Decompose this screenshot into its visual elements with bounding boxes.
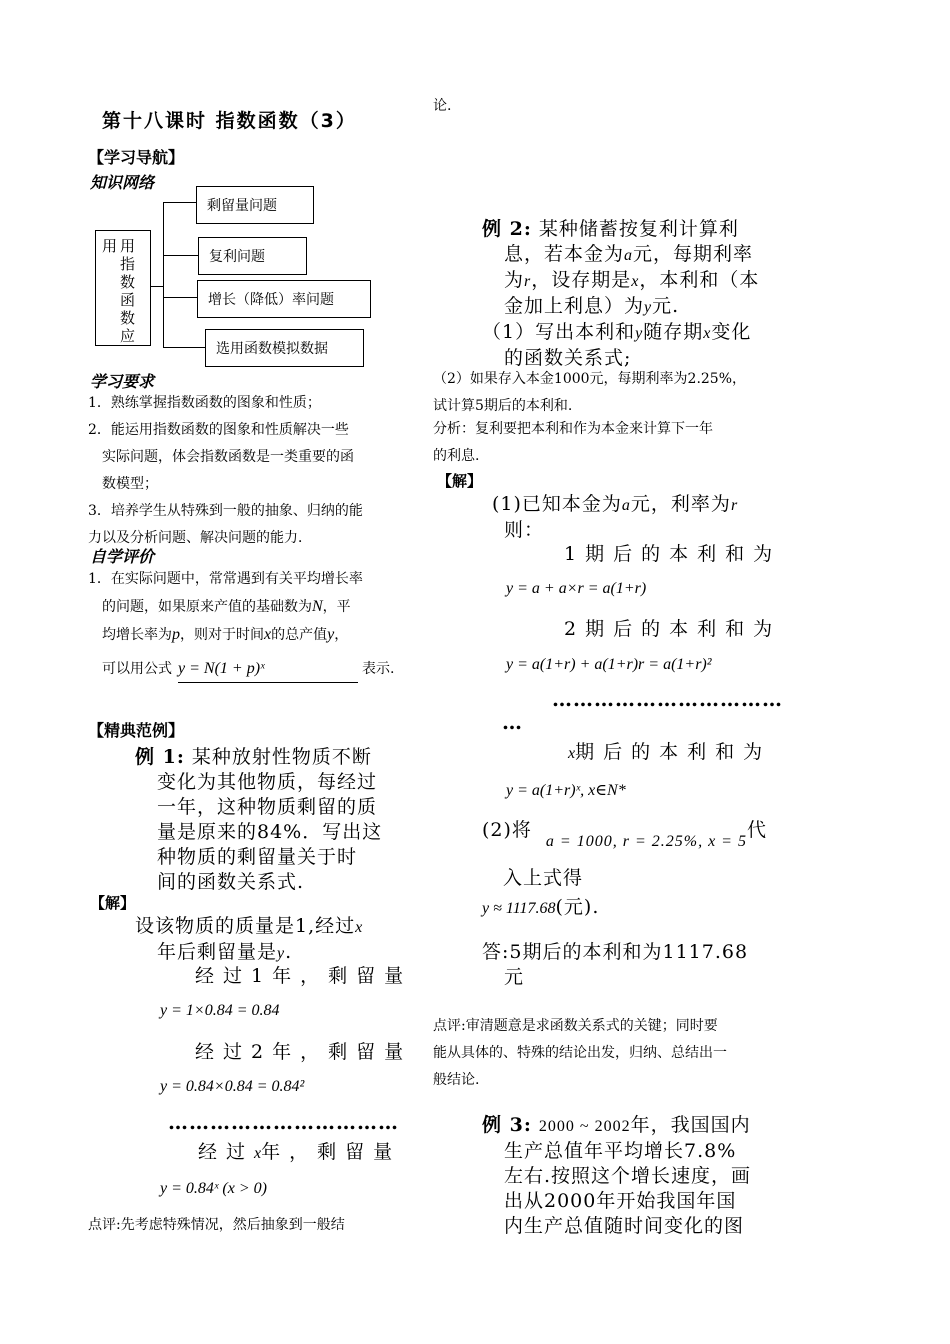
branch-box-3: 增长（降低）率问题 [197,280,371,318]
branch-box-4: 选用函数模拟数据 [205,329,364,367]
ex1-comment: 点评:先考虑特殊情况，然后抽象到一般结 [88,1217,345,1233]
ex1-label: 例 1: [135,746,185,768]
branch-box-1: 剩留量问题 [196,186,314,224]
ex3-statement: 例 3: 2000 ~ 2002年，我国国内 生产总值年平均增长7.8% 左右.按照这个增长速度，画 出从2000年开始我国年国 内生产总值随时间变化的图 [482,1114,752,1237]
ex1-comment-cont: 论. [433,98,452,114]
ex2-answer: 答:5期后的本利和为1117.68 元 [482,941,749,988]
root-text: 用指数函数应 [120,237,136,345]
ex1-eq1: y = 1×0.84 = 0.84 [160,1002,280,1019]
ex1-eq2: y = 0.84×0.84 = 0.84² [160,1078,305,1095]
nav-header: 【学习导航】 [88,148,185,167]
req-line: 力以及分析问题、解决问题的能力． [88,530,312,546]
self-eval-label: 自学评价 [90,547,155,566]
self-eval-line: 1．在实际问题中，常常遇到有关平均增长率 [88,571,363,587]
ex1-solution-label: 【解】 [90,894,136,912]
ex2-p2: 2期后的本利和为 [564,618,782,640]
ex2-s2: (2)将$_{a = 1000, r = 2.25\%, x = 5}$代 [482,819,767,850]
self-eval-text [88,566,418,683]
ex2-result: y ≈ 1117.68(元). [482,896,600,918]
ex1-dots: …………………………… [168,1110,399,1134]
ex1-solution: 设该物质的质量是1,经过x 年后剩留量是y. [135,915,364,963]
knowledge-label: 知识网络 [90,173,155,192]
ex2-p3: x期后的本利和为 [568,741,772,763]
ex2-analysis: 分析：复利要把本利和作为本金来计算下一年 的利息. [433,421,713,464]
ex1-eq3: y = 0.84ˣ (x > 0) [160,1180,267,1197]
root-box: 用 用指数函数应 [95,230,151,346]
self-eval-line: 均增长率为p，则对于时间x的总产值y， [102,626,349,643]
ex2-e2: y = a(1+r) + a(1+r)r = a(1+r)² [506,656,712,673]
requirements-label: 学习要求 [90,372,155,391]
ex2-statement: 例 2: 某种储蓄按复利计算利 息，若本金为a元，每期利率 为r，设存期是x，本利和（本 金加上利息）为y元. （1）写出本利和y随存期x变化 的函数关系式; [482,218,760,369]
branch-box-2: 复利问题 [198,237,307,275]
ex1-statement: 例 1: 某种放射性物质不断 变化为其他物质，每经过 一年，这种物质剩留的质 量是原来的84%．写出这 种物质的剩留量关于时 间的函数关系式. [135,746,383,893]
ex2-e1: y = a + a×r = a(1+r) [506,580,647,597]
req-line: 3．培养学生从特殊到一般的抽象、归纳的能 [88,503,363,519]
ex2-s1: (1)已知本金为a元，利率为r 则： [492,493,739,541]
req-line: 2．能运用指数函数的图象和性质解决一些 [88,422,349,438]
ex2-comment: 点评:审清题意是求函数关系式的关键；同时要 能从具体的、特殊的结论出发，归纳、总结出一 般结论. [433,1018,727,1088]
requirements-list [88,390,418,552]
ex3-label: 例 3: [482,1114,532,1136]
req-line: 1．熟练掌握指数函数的图象和性质； [88,395,321,411]
examples-header: 【精典范例】 [88,721,185,740]
formula-blank: y = N(1 + p)ˣ [178,655,358,683]
ex2-question2: （2）如果存入本金1000元，每期利率为2.25%， 试计算5期后的本利和. [433,371,747,414]
ex1-step2: 经过2年，剩留量 [195,1041,413,1063]
self-eval-line: 可以用公式 y = N(1 + p)ˣ 表示. [88,655,418,683]
req-line: 数模型； [102,476,158,492]
ex1-step3: 经过x年，剩留量 [198,1141,402,1163]
ex2-label: 例 2: [482,218,532,240]
self-eval-line: 的问题，如果原来产值的基础数为N，平 [102,598,351,615]
ex1-step1: 经过1年，剩留量 [195,965,413,987]
ex2-solution-label: 【解】 [437,472,483,490]
ex2-dots-cont: … [502,710,523,734]
ex2-e3: y = a(1+r)ˣ, x∈N* [506,782,626,799]
page-title: 第十八课时 指数函数（3） [102,110,357,132]
ex2-s2-cont: 入上式得 [503,867,584,889]
req-line: 实际问题，体会指数函数是一类重要的函 [102,449,354,465]
ex2-dots: …………………………… [552,687,783,711]
ex2-p1: 1期后的本利和为 [564,543,782,565]
